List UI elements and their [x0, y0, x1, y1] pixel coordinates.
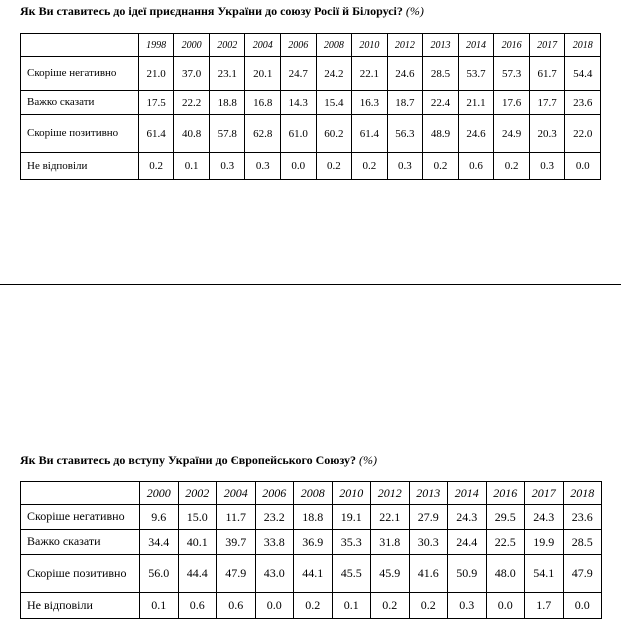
table-cell: 61.0 — [281, 115, 317, 153]
table-cell: 33.8 — [255, 530, 294, 555]
table-cell: 0.2 — [294, 593, 333, 619]
table-cell: 0.2 — [371, 593, 410, 619]
row-label: Важко сказати — [21, 530, 140, 555]
table-cell: 0.6 — [458, 153, 494, 180]
table1-year-header: 2018 — [565, 34, 601, 57]
table-cell: 57.3 — [494, 57, 530, 91]
table-cell: 24.4 — [448, 530, 487, 555]
section-divider — [0, 284, 621, 285]
table-cell: 17.6 — [494, 91, 530, 115]
table1-year-header: 2000 — [174, 34, 210, 57]
table-cell: 11.7 — [217, 505, 256, 530]
table-cell: 40.1 — [178, 530, 217, 555]
table-cell: 18.8 — [294, 505, 333, 530]
table-cell: 24.6 — [387, 57, 423, 91]
table-row — [21, 505, 602, 530]
table1-year-header: 2008 — [316, 34, 352, 57]
table-cell: 0.0 — [563, 593, 602, 619]
table-cell: 37.0 — [174, 57, 210, 91]
table-cell: 15.4 — [316, 91, 352, 115]
table-cell: 0.2 — [494, 153, 530, 180]
table-cell: 31.8 — [371, 530, 410, 555]
table-cell: 0.3 — [529, 153, 565, 180]
table2-year-header: 2004 — [217, 482, 256, 505]
table1-title-text: Як Ви ставитесь до ідеї приєднання України до союзу Росії й Білорусі? — [20, 4, 403, 18]
table1-year-header: 2016 — [494, 34, 530, 57]
table-cell: 45.5 — [332, 555, 371, 593]
table-cell: 17.7 — [529, 91, 565, 115]
table1-header-row — [21, 34, 601, 57]
table2-corner-cell — [21, 482, 140, 505]
table-cell: 0.2 — [409, 593, 448, 619]
row-label: Скоріше позитивно — [21, 115, 139, 153]
table2-year-header: 2012 — [371, 482, 410, 505]
table-cell: 0.1 — [140, 593, 179, 619]
table-cell: 56.0 — [140, 555, 179, 593]
table-cell: 24.2 — [316, 57, 352, 91]
table1-year-header: 2012 — [387, 34, 423, 57]
table-cell: 14.3 — [281, 91, 317, 115]
table2-year-header: 2010 — [332, 482, 371, 505]
table-cell: 22.1 — [371, 505, 410, 530]
table-cell: 0.2 — [138, 153, 174, 180]
table-cell: 22.5 — [486, 530, 525, 555]
table1-year-header: 2010 — [352, 34, 388, 57]
table2-year-header: 2017 — [525, 482, 564, 505]
table-cell: 0.0 — [255, 593, 294, 619]
table-cell: 45.9 — [371, 555, 410, 593]
table1-corner-cell — [21, 34, 139, 57]
table-cell: 47.9 — [217, 555, 256, 593]
table-cell: 16.8 — [245, 91, 281, 115]
table-cell: 40.8 — [174, 115, 210, 153]
table-cell: 48.9 — [423, 115, 459, 153]
table-cell: 28.5 — [423, 57, 459, 91]
table-cell: 43.0 — [255, 555, 294, 593]
row-label: Не відповіли — [21, 153, 139, 180]
table-cell: 0.1 — [332, 593, 371, 619]
russia-belarus-union-table — [20, 33, 601, 180]
table-cell: 0.0 — [281, 153, 317, 180]
table-row — [21, 593, 602, 619]
table-cell: 22.4 — [423, 91, 459, 115]
table-cell: 24.7 — [281, 57, 317, 91]
table-cell: 28.5 — [563, 530, 602, 555]
table-row — [21, 530, 602, 555]
table-cell: 0.2 — [423, 153, 459, 180]
eu-accession-table — [20, 481, 602, 619]
table-cell: 19.9 — [525, 530, 564, 555]
table-cell: 29.5 — [486, 505, 525, 530]
table2-year-header: 2016 — [486, 482, 525, 505]
table2-title — [20, 453, 377, 468]
row-label: Скоріше негативно — [21, 505, 140, 530]
table-cell: 0.3 — [245, 153, 281, 180]
table2-year-header: 2002 — [178, 482, 217, 505]
table-cell: 24.9 — [494, 115, 530, 153]
table-cell: 21.0 — [138, 57, 174, 91]
table2-header-row — [21, 482, 602, 505]
table-cell: 39.7 — [217, 530, 256, 555]
table-cell: 35.3 — [332, 530, 371, 555]
table-cell: 61.4 — [138, 115, 174, 153]
table-cell: 47.9 — [563, 555, 602, 593]
table-cell: 20.3 — [529, 115, 565, 153]
table-cell: 53.7 — [458, 57, 494, 91]
table-row — [21, 555, 602, 593]
table-cell: 62.8 — [245, 115, 281, 153]
table1-year-header: 2006 — [281, 34, 317, 57]
table1-year-header: 2002 — [209, 34, 245, 57]
table-cell: 36.9 — [294, 530, 333, 555]
table-cell: 22.2 — [174, 91, 210, 115]
table-cell: 0.2 — [352, 153, 388, 180]
table-row — [21, 153, 601, 180]
table1-year-header: 2017 — [529, 34, 565, 57]
table-cell: 27.9 — [409, 505, 448, 530]
table1-year-header: 2013 — [423, 34, 459, 57]
table-cell: 18.8 — [209, 91, 245, 115]
table2-title-unit: (%) — [359, 453, 378, 467]
row-label: Скоріше позитивно — [21, 555, 140, 593]
table-cell: 54.1 — [525, 555, 564, 593]
table-cell: 0.6 — [217, 593, 256, 619]
table-cell: 41.6 — [409, 555, 448, 593]
table-cell: 0.6 — [178, 593, 217, 619]
table-cell: 15.0 — [178, 505, 217, 530]
table-cell: 54.4 — [565, 57, 601, 91]
table-cell: 21.1 — [458, 91, 494, 115]
table2-year-header: 2008 — [294, 482, 333, 505]
table2-year-header: 2006 — [255, 482, 294, 505]
table2-year-header: 2018 — [563, 482, 602, 505]
table-cell: 9.6 — [140, 505, 179, 530]
row-label: Скоріше негативно — [21, 57, 139, 91]
table-cell: 22.1 — [352, 57, 388, 91]
table-cell: 16.3 — [352, 91, 388, 115]
table-cell: 61.7 — [529, 57, 565, 91]
table2-year-header: 2014 — [448, 482, 487, 505]
row-label: Важко сказати — [21, 91, 139, 115]
table-cell: 48.0 — [486, 555, 525, 593]
table-cell: 22.0 — [565, 115, 601, 153]
table-cell: 24.6 — [458, 115, 494, 153]
table-cell: 61.4 — [352, 115, 388, 153]
table-cell: 30.3 — [409, 530, 448, 555]
table1-title — [20, 4, 424, 19]
table-cell: 20.1 — [245, 57, 281, 91]
table2-title-text: Як Ви ставитесь до вступу України до Європейського Союзу? — [20, 453, 357, 467]
table-cell: 34.4 — [140, 530, 179, 555]
table1-year-header: 2014 — [458, 34, 494, 57]
table-cell: 24.3 — [525, 505, 564, 530]
table1-year-header: 2004 — [245, 34, 281, 57]
table-row — [21, 57, 601, 91]
table-cell: 23.6 — [563, 505, 602, 530]
table1-title-unit: (%) — [405, 4, 424, 18]
table-cell: 0.3 — [387, 153, 423, 180]
table2-year-header: 2013 — [409, 482, 448, 505]
table-cell: 0.2 — [316, 153, 352, 180]
table-cell: 23.2 — [255, 505, 294, 530]
table-cell: 60.2 — [316, 115, 352, 153]
table-row — [21, 115, 601, 153]
table-cell: 0.0 — [486, 593, 525, 619]
table-cell: 24.3 — [448, 505, 487, 530]
table-row — [21, 91, 601, 115]
table-cell: 18.7 — [387, 91, 423, 115]
row-label: Не відповіли — [21, 593, 140, 619]
table-cell: 44.4 — [178, 555, 217, 593]
table-cell: 50.9 — [448, 555, 487, 593]
table-cell: 56.3 — [387, 115, 423, 153]
table-cell: 0.3 — [448, 593, 487, 619]
table-cell: 57.8 — [209, 115, 245, 153]
table-cell: 23.1 — [209, 57, 245, 91]
table-cell: 23.6 — [565, 91, 601, 115]
table-cell: 0.0 — [565, 153, 601, 180]
table1-year-header: 1998 — [138, 34, 174, 57]
table-cell: 0.3 — [209, 153, 245, 180]
table-cell: 1.7 — [525, 593, 564, 619]
table2-year-header: 2000 — [140, 482, 179, 505]
table-cell: 0.1 — [174, 153, 210, 180]
table-cell: 44.1 — [294, 555, 333, 593]
table-cell: 19.1 — [332, 505, 371, 530]
table-cell: 17.5 — [138, 91, 174, 115]
